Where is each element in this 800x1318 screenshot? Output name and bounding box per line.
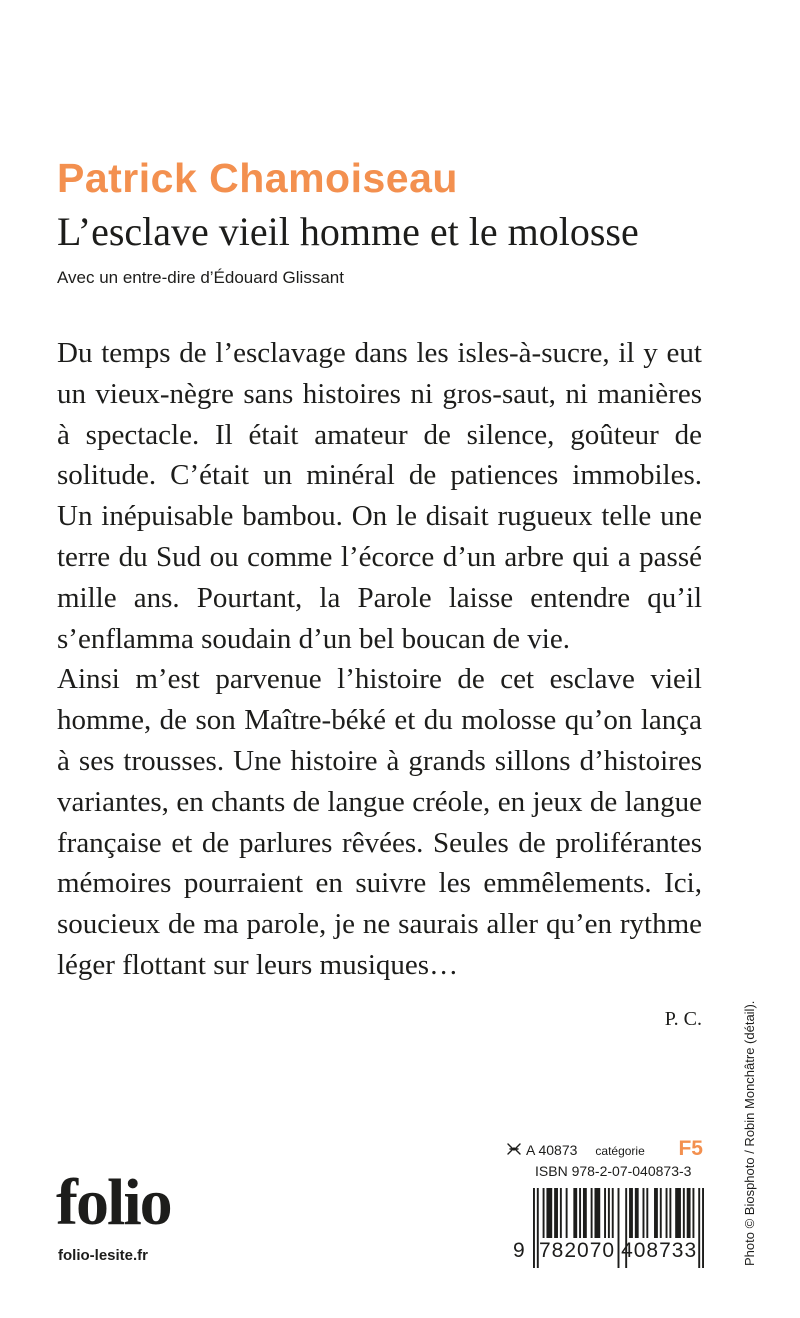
barcode-bar — [560, 1188, 562, 1238]
barcode-bar — [573, 1188, 577, 1238]
barcode-bar — [669, 1188, 671, 1238]
barcode-bar — [654, 1188, 658, 1238]
book-title: L’esclave vieil homme et le molosse — [57, 209, 639, 254]
barcode-bar — [643, 1188, 645, 1238]
barcode-bar — [554, 1188, 558, 1238]
barcode-bar — [666, 1188, 668, 1238]
barcode-bar — [583, 1188, 587, 1238]
catalog-code: A 40873 — [526, 1142, 578, 1158]
back-cover-blurb — [57, 333, 702, 986]
gallimard-pictogram-icon — [506, 1141, 522, 1157]
photo-credit: Photo © Biosphoto / Robin Monchâtre (détail). — [742, 1000, 757, 1266]
barcode-number — [513, 1239, 706, 1263]
barcode-bar — [591, 1188, 593, 1238]
barcode-digit-first: 9 — [513, 1239, 526, 1262]
barcode-bar — [675, 1188, 681, 1238]
barcode-bar — [660, 1188, 662, 1238]
category-value: F5 — [678, 1137, 703, 1160]
barcode-bar — [546, 1188, 552, 1238]
blurb-signature: P. C. — [664, 1008, 702, 1030]
barcode-bar — [543, 1188, 545, 1238]
blurb-paragraph-2: Ainsi m’est parvenue l’histoire de cet esclave vieil homme, de son Maître-béké et du molosse qu’on lança à ses trousses. Une histoire à grands sillons d’histoires variantes, en chants de langue créole, en jeux de langue française et de parlures rêvées. Seules de proliférantes mémoires pourraient en suivre les emmêlements. Ici, soucieux de ma parole, je ne saurais aller qu’en rythme léger flottant sur leurs musiques… — [57, 663, 702, 981]
barcode-group-left: 782070 — [539, 1239, 616, 1262]
barcode-bar — [604, 1188, 606, 1238]
book-subtitle: Avec un entre-dire d’Édouard Glissant — [57, 268, 344, 287]
barcode-bar — [566, 1188, 568, 1238]
publisher-website[interactable]: folio-lesite.fr — [58, 1247, 149, 1264]
barcode-bar — [683, 1188, 685, 1238]
barcode-bar — [629, 1188, 633, 1238]
barcode-bar — [612, 1188, 614, 1238]
barcode-bar — [646, 1188, 648, 1238]
category-label: catégorie — [595, 1144, 645, 1158]
barcode-bar — [608, 1188, 610, 1238]
barcode-bar — [579, 1188, 581, 1238]
barcode-group-right: 408733 — [621, 1239, 698, 1262]
barcode-bar — [635, 1188, 639, 1238]
author-name: Patrick Chamoiseau — [57, 155, 458, 201]
blurb-paragraph-1: Du temps de l’esclavage dans les isles-à-sucre, il y eut un vieux-nègre sans histoires ni gros-saut, ni manières à spectacle. Il était amateur de silence, goûteur de solitude. C’était un minéral de patiences immobiles. Un inépuisable bambou. On le disait rugueux telle une terre du Sud ou comme l’écorce d’un arbre qui a passé mille ans. Pourtant, la Parole laisse entendre qu’il s’enflamma soudain d’un bel boucan de vie. — [57, 337, 702, 655]
folio-logo: folio — [56, 1166, 171, 1239]
barcode-bar — [594, 1188, 600, 1238]
barcode-bar — [692, 1188, 694, 1238]
isbn: ISBN 978-2-07-040873-3 — [535, 1163, 692, 1179]
catalog-line — [506, 1137, 703, 1161]
barcode-bar — [687, 1188, 691, 1238]
